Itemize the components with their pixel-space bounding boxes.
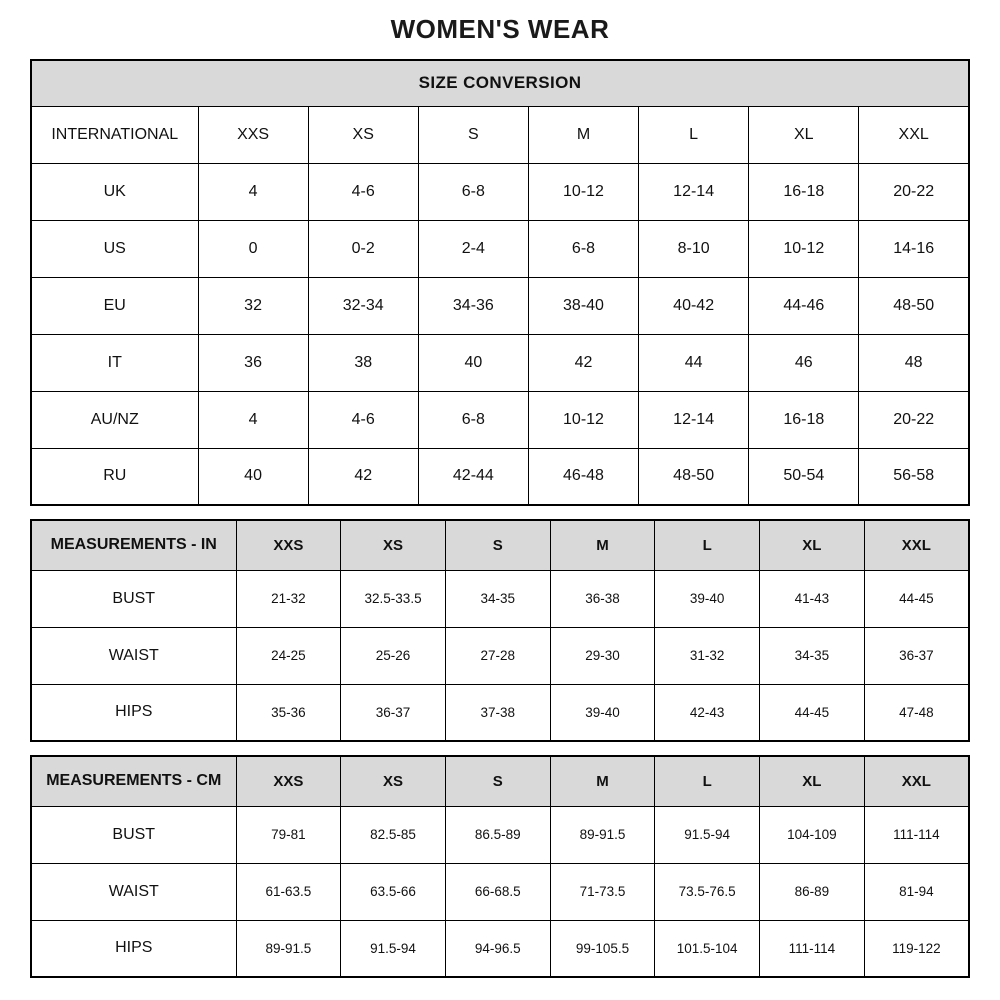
table-cell: 0: [198, 220, 308, 277]
column-header: XS: [341, 756, 446, 806]
table-row: [31, 163, 969, 220]
column-header: XXS: [236, 520, 341, 570]
table-row: [31, 334, 969, 391]
table-cell: 10-12: [528, 391, 638, 448]
table-cell: 81-94: [864, 863, 969, 920]
table-cell: 111-114: [864, 806, 969, 863]
size-conversion-body: [31, 163, 969, 505]
table-cell: 2-4: [418, 220, 528, 277]
table-cell: 91.5-94: [655, 806, 760, 863]
table-cell: 4-6: [308, 391, 418, 448]
measurements-in-body: [31, 570, 969, 741]
table-cell: 61-63.5: [236, 863, 341, 920]
table-cell: 20-22: [859, 391, 969, 448]
table-cell: 6-8: [528, 220, 638, 277]
table-row: [31, 570, 969, 627]
size-conversion-table: [30, 59, 970, 506]
table-cell: 63.5-66: [341, 863, 446, 920]
table-cell: 14-16: [859, 220, 969, 277]
measurements-in-header-row: [31, 520, 969, 570]
table-cell: 119-122: [864, 920, 969, 977]
column-header: XXL: [859, 106, 969, 163]
column-header: L: [639, 106, 749, 163]
measurements-cm-table: [30, 755, 970, 978]
table-row: [31, 920, 969, 977]
table-cell: 27-28: [445, 627, 550, 684]
table-cell: 32: [198, 277, 308, 334]
table-cell: 44-45: [864, 570, 969, 627]
table-row: [31, 806, 969, 863]
size-conversion-header-row: [31, 106, 969, 163]
size-conversion-title: SIZE CONVERSION: [31, 60, 969, 106]
column-header: M: [528, 106, 638, 163]
table-cell: 35-36: [236, 684, 341, 741]
table-cell: 16-18: [749, 391, 859, 448]
table-cell: 12-14: [639, 391, 749, 448]
table-cell: 39-40: [550, 684, 655, 741]
column-header: XL: [749, 106, 859, 163]
table-cell: 36-38: [550, 570, 655, 627]
row-label: IT: [31, 334, 198, 391]
table-cell: 4-6: [308, 163, 418, 220]
table-cell: 38: [308, 334, 418, 391]
measurements-cm-body: [31, 806, 969, 977]
table-cell: 44-45: [760, 684, 865, 741]
row-label: HIPS: [31, 684, 236, 741]
table-cell: 86-89: [760, 863, 865, 920]
table-cell: 29-30: [550, 627, 655, 684]
table-cell: 50-54: [749, 448, 859, 505]
column-header: M: [550, 520, 655, 570]
measurements-cm-header-row: [31, 756, 969, 806]
row-label: RU: [31, 448, 198, 505]
table-cell: 56-58: [859, 448, 969, 505]
table-cell: 36-37: [864, 627, 969, 684]
column-header: MEASUREMENTS - CM: [31, 756, 236, 806]
table-cell: 89-91.5: [236, 920, 341, 977]
table-title-row: [31, 60, 969, 106]
table-cell: 47-48: [864, 684, 969, 741]
row-label: AU/NZ: [31, 391, 198, 448]
column-header: XXS: [198, 106, 308, 163]
row-label: BUST: [31, 806, 236, 863]
table-row: [31, 863, 969, 920]
row-label: EU: [31, 277, 198, 334]
table-cell: 32-34: [308, 277, 418, 334]
table-cell: 34-35: [760, 627, 865, 684]
table-cell: 32.5-33.5: [341, 570, 446, 627]
table-cell: 34-36: [418, 277, 528, 334]
table-cell: 73.5-76.5: [655, 863, 760, 920]
table-cell: 48-50: [639, 448, 749, 505]
table-cell: 12-14: [639, 163, 749, 220]
table-cell: 25-26: [341, 627, 446, 684]
table-cell: 42-43: [655, 684, 760, 741]
table-cell: 10-12: [528, 163, 638, 220]
table-cell: 104-109: [760, 806, 865, 863]
column-header: L: [655, 520, 760, 570]
row-label: WAIST: [31, 627, 236, 684]
table-cell: 79-81: [236, 806, 341, 863]
row-label: UK: [31, 163, 198, 220]
table-row: [31, 684, 969, 741]
column-header: XXL: [864, 520, 969, 570]
table-cell: 46: [749, 334, 859, 391]
table-cell: 31-32: [655, 627, 760, 684]
table-cell: 94-96.5: [445, 920, 550, 977]
row-label: WAIST: [31, 863, 236, 920]
column-header: INTERNATIONAL: [31, 106, 198, 163]
table-cell: 89-91.5: [550, 806, 655, 863]
column-header: XXS: [236, 756, 341, 806]
table-cell: 8-10: [639, 220, 749, 277]
column-header: M: [550, 756, 655, 806]
table-row: [31, 391, 969, 448]
column-header: S: [418, 106, 528, 163]
table-cell: 42: [308, 448, 418, 505]
table-cell: 42: [528, 334, 638, 391]
table-cell: 82.5-85: [341, 806, 446, 863]
table-cell: 34-35: [445, 570, 550, 627]
column-header: L: [655, 756, 760, 806]
table-cell: 40-42: [639, 277, 749, 334]
table-cell: 44: [639, 334, 749, 391]
table-cell: 0-2: [308, 220, 418, 277]
column-header: XL: [760, 520, 865, 570]
table-cell: 39-40: [655, 570, 760, 627]
table-row: [31, 220, 969, 277]
table-cell: 48-50: [859, 277, 969, 334]
column-header: XXL: [864, 756, 969, 806]
table-cell: 42-44: [418, 448, 528, 505]
column-header: MEASUREMENTS - IN: [31, 520, 236, 570]
table-row: [31, 627, 969, 684]
table-cell: 111-114: [760, 920, 865, 977]
table-cell: 91.5-94: [341, 920, 446, 977]
column-header: XS: [341, 520, 446, 570]
table-cell: 40: [418, 334, 528, 391]
table-cell: 86.5-89: [445, 806, 550, 863]
table-cell: 38-40: [528, 277, 638, 334]
column-header: XS: [308, 106, 418, 163]
table-cell: 37-38: [445, 684, 550, 741]
table-cell: 24-25: [236, 627, 341, 684]
table-cell: 71-73.5: [550, 863, 655, 920]
table-row: [31, 277, 969, 334]
column-header: XL: [760, 756, 865, 806]
table-row: [31, 448, 969, 505]
table-cell: 10-12: [749, 220, 859, 277]
page-title: WOMEN'S WEAR: [390, 14, 610, 44]
table-cell: 4: [198, 391, 308, 448]
measurements-in-table: [30, 519, 970, 742]
table-cell: 6-8: [418, 163, 528, 220]
table-cell: 48: [859, 334, 969, 391]
row-label: BUST: [31, 570, 236, 627]
table-cell: 44-46: [749, 277, 859, 334]
table-cell: 66-68.5: [445, 863, 550, 920]
table-cell: 99-105.5: [550, 920, 655, 977]
table-cell: 41-43: [760, 570, 865, 627]
column-header: S: [445, 756, 550, 806]
table-cell: 20-22: [859, 163, 969, 220]
table-cell: 46-48: [528, 448, 638, 505]
table-cell: 101.5-104: [655, 920, 760, 977]
row-label: HIPS: [31, 920, 236, 977]
table-cell: 40: [198, 448, 308, 505]
table-cell: 16-18: [749, 163, 859, 220]
table-cell: 36: [198, 334, 308, 391]
table-cell: 36-37: [341, 684, 446, 741]
column-header: S: [445, 520, 550, 570]
table-cell: 21-32: [236, 570, 341, 627]
table-cell: 4: [198, 163, 308, 220]
table-cell: 6-8: [418, 391, 528, 448]
row-label: US: [31, 220, 198, 277]
